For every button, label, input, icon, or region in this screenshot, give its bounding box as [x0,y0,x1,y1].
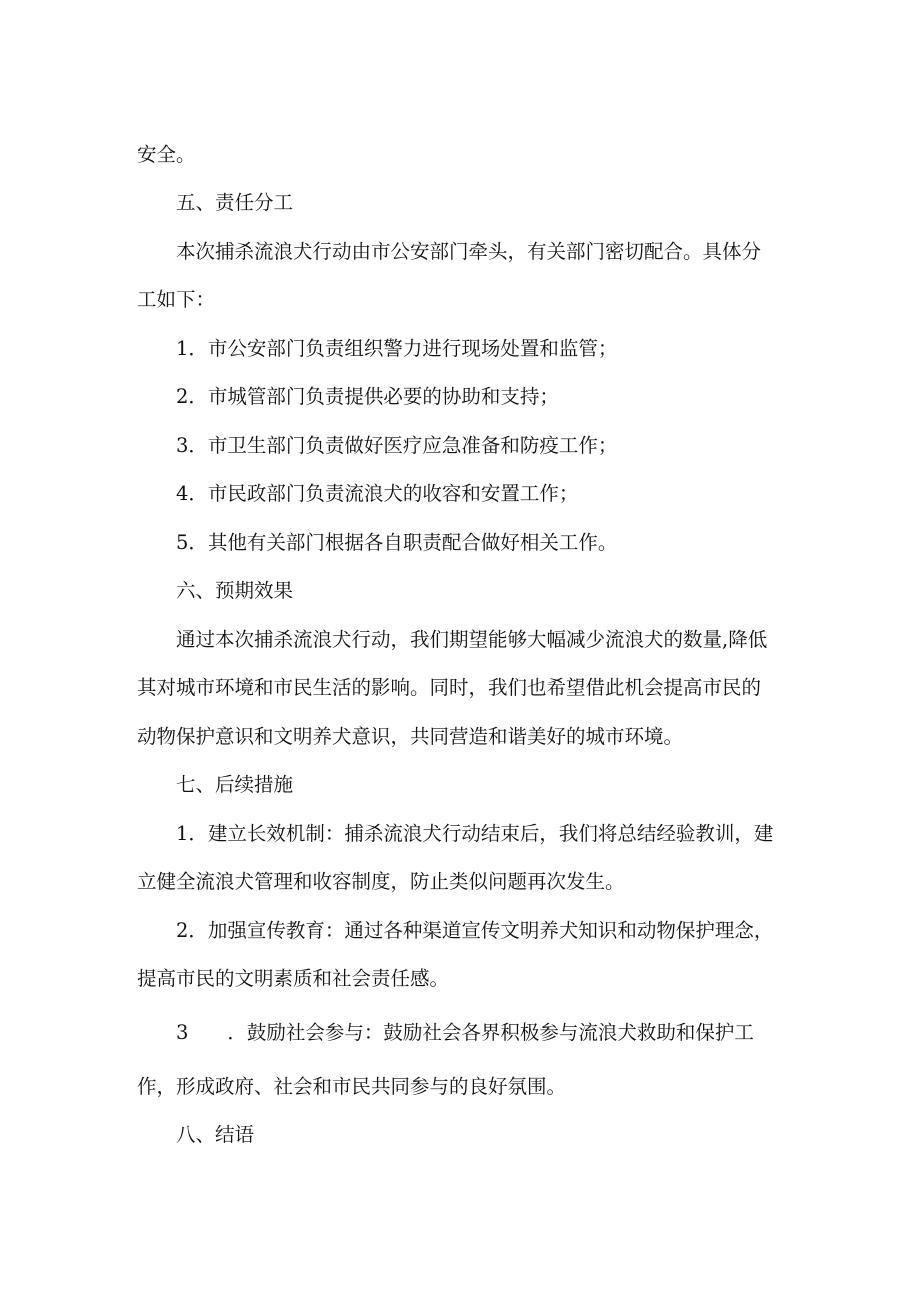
paragraph-line: 其对城市环境和市民生活的影响。同时，我们也希望借此机会提高市民的 [137,676,762,699]
list-item: 5．其他有关部门根据各自职责配合做好相关工作。 [176,531,618,554]
paragraph-line: 动物保护意识和文明养犬意识，共同营造和谐美好的城市环境。 [137,725,684,748]
section-heading: 五、责任分工 [176,191,294,214]
list-item: 2．市城管部门负责提供必要的协助和支持； [176,385,559,408]
section-heading: 七、后续措施 [176,773,294,796]
list-item: 2．加强宣传教育：通过各种渠道宣传文明养犬知识和动物保护理念， [176,919,774,942]
list-item: 3．市卫生部门负责做好医疗应急准备和防疫工作； [176,434,618,457]
list-item: 1．建立长效机制：捕杀流浪犬行动结束后，我们将总结经验教训，建 [176,822,774,845]
list-item: 3 ．鼓励社会参与：鼓励社会各界积极参与流浪犬救助和保护工 [176,1021,754,1044]
paragraph-line: 作，形成政府、社会和市民共同参与的良好氛围。 [137,1075,567,1098]
paragraph-line: 工如下： [137,288,216,311]
paragraph-line: 本次捕杀流浪犬行动由市公安部门牵头，有关部门密切配合。具体分 [176,240,762,263]
paragraph-line: 安全。 [137,143,196,166]
list-item: 1．市公安部门负责组织警力进行现场处置和监管； [176,337,618,360]
section-heading: 六、预期效果 [176,579,294,602]
paragraph-line: 立健全流浪犬管理和收容制度，防止类似问题再次发生。 [137,870,625,893]
paragraph-line: 提高市民的文明素质和社会责任感。 [137,967,450,990]
section-heading: 八、结语 [176,1123,255,1146]
paragraph-line: 通过本次捕杀流浪犬行动，我们期望能够大幅减少流浪犬的数量,降低 [176,628,768,651]
list-item: 4．市民政部门负责流浪犬的收容和安置工作； [176,482,579,505]
